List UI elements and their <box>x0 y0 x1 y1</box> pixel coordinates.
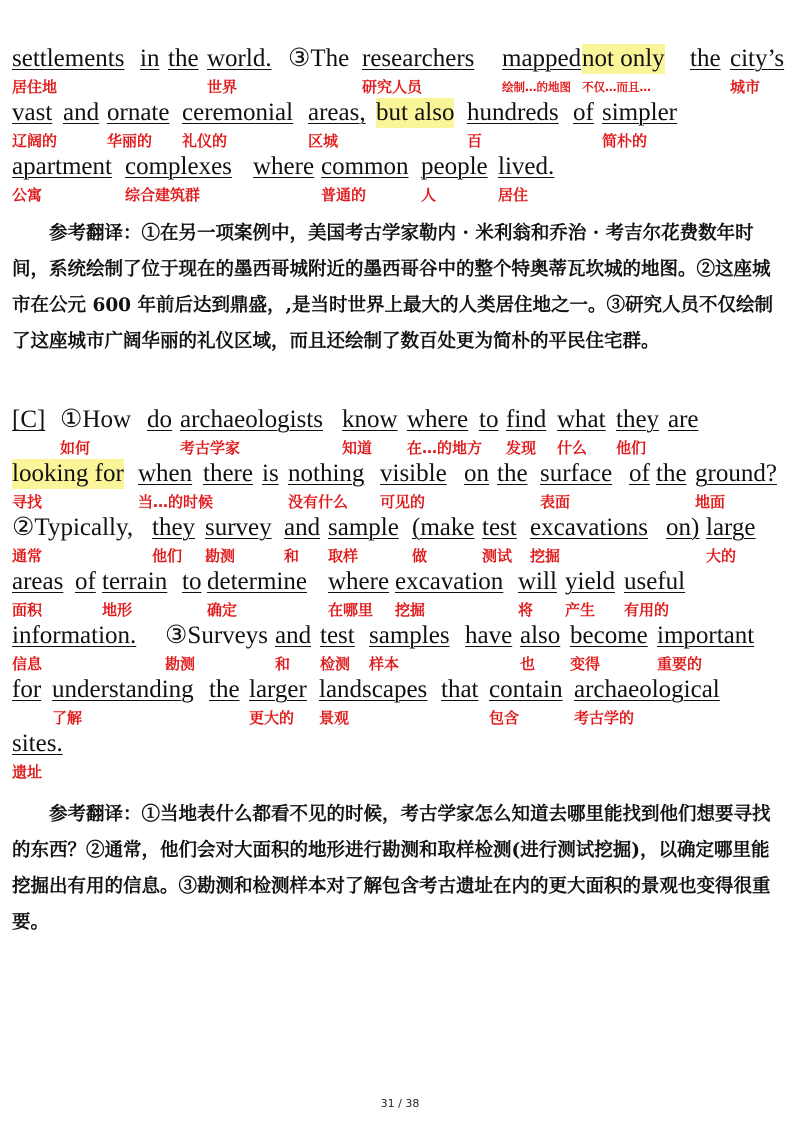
word-group <box>75 567 96 600</box>
english-word: lived. <box>498 153 555 180</box>
chinese-gloss: 了解 <box>52 709 83 727</box>
english-word: samples <box>369 622 450 649</box>
chinese-gloss: 知道 <box>342 439 373 457</box>
word-group <box>168 44 199 77</box>
chinese-gloss: 发现 <box>506 439 537 457</box>
english-word: they <box>152 514 196 541</box>
word-group <box>207 44 272 97</box>
word-group <box>319 675 427 728</box>
chinese-gloss: 重要的 <box>657 655 703 673</box>
english-word: is <box>262 460 279 487</box>
chinese-gloss: 他们 <box>152 547 183 565</box>
chinese-gloss: 遗址 <box>12 763 43 781</box>
english-word: to <box>182 568 202 595</box>
english-word: to <box>479 406 499 433</box>
english-word: complexes <box>125 153 232 180</box>
chinese-gloss: 居住 <box>498 186 529 204</box>
chinese-gloss: 也 <box>520 655 536 673</box>
chinese-gloss: 百 <box>467 132 483 150</box>
english-word: of <box>75 568 96 595</box>
english-word: and <box>63 99 100 126</box>
english-word: also <box>520 622 561 649</box>
english-word: become <box>570 622 648 649</box>
english-word: important <box>657 622 755 649</box>
word-group <box>464 459 489 492</box>
chinese-gloss: 取样 <box>328 547 359 565</box>
word-group <box>12 44 124 97</box>
chinese-gloss: 勘测 <box>165 655 196 673</box>
word-group <box>125 152 232 205</box>
word-group <box>12 513 133 566</box>
english-word: the <box>497 460 528 487</box>
word-group <box>288 459 364 512</box>
word-group <box>207 567 307 620</box>
word-group <box>657 621 754 674</box>
word-group <box>12 675 41 708</box>
word-group <box>12 98 57 151</box>
english-word: test <box>482 514 517 541</box>
word-group <box>12 152 112 205</box>
english-word: city’s <box>730 45 785 72</box>
english-word: the <box>168 45 199 72</box>
word-group <box>320 621 355 674</box>
english-word: (make <box>412 514 475 541</box>
chinese-gloss: 和 <box>275 655 291 673</box>
english-word: test <box>320 622 355 649</box>
chinese-gloss: 和 <box>284 547 300 565</box>
word-group <box>12 459 124 512</box>
page-number: 31 / 38 <box>380 1097 420 1110</box>
word-group <box>328 513 399 566</box>
chinese-gloss: 检测 <box>320 655 351 673</box>
word-group <box>140 44 159 77</box>
word-group <box>520 621 560 674</box>
english-word: contain <box>489 676 563 703</box>
english-word: survey <box>205 514 272 541</box>
word-group <box>321 152 409 205</box>
word-group <box>12 567 63 620</box>
word-group <box>570 621 648 674</box>
english-word: common <box>321 153 409 180</box>
english-word: sample <box>328 514 399 541</box>
english-word: excavation <box>395 568 504 595</box>
word-group <box>666 513 699 546</box>
word-group <box>203 459 253 492</box>
word-group <box>328 567 389 620</box>
english-word: the <box>690 45 721 72</box>
chinese-gloss: 什么 <box>557 439 588 457</box>
english-word: that <box>441 676 479 703</box>
english-word: landscapes <box>319 676 428 703</box>
chinese-gloss: 礼仪的 <box>182 132 228 150</box>
word-group <box>395 567 503 620</box>
word-group <box>205 513 272 566</box>
chinese-gloss: 景观 <box>319 709 350 727</box>
english-word: ceremonial <box>182 99 294 126</box>
word-group <box>479 405 498 438</box>
english-word: large <box>706 514 756 541</box>
chinese-gloss: 考古学的 <box>574 709 635 727</box>
english-word: mapped <box>502 45 582 72</box>
word-group <box>284 513 320 566</box>
chinese-gloss: 做 <box>412 547 428 565</box>
chinese-gloss: 样本 <box>369 655 400 673</box>
english-word: researchers <box>362 45 475 72</box>
word-group <box>165 621 268 674</box>
chinese-gloss: 公寓 <box>12 186 43 204</box>
chinese-gloss: 区城 <box>308 132 339 150</box>
chinese-gloss: 可见的 <box>380 493 426 511</box>
word-group <box>690 44 721 77</box>
english-word: settlements <box>12 45 125 72</box>
english-word: determine <box>207 568 307 595</box>
word-group <box>602 98 677 151</box>
word-group <box>506 405 546 458</box>
english-word: on) <box>666 514 700 541</box>
chinese-gloss: 地面 <box>695 493 726 511</box>
english-word: when <box>138 460 193 487</box>
english-word: for <box>12 676 42 703</box>
word-group <box>421 152 488 205</box>
english-word: and <box>284 514 321 541</box>
english-word: larger <box>249 676 307 703</box>
word-group <box>380 459 447 512</box>
highlighted-phrase: not only <box>582 45 665 72</box>
chinese-gloss: 没有什么 <box>288 493 349 511</box>
word-group <box>582 44 665 97</box>
word-group <box>262 459 279 492</box>
english-word: simpler <box>602 99 677 126</box>
chinese-gloss: 将 <box>518 601 534 619</box>
word-group <box>489 675 563 728</box>
english-word: on <box>464 460 489 487</box>
english-word: apartment <box>12 153 112 180</box>
word-group <box>362 44 474 97</box>
word-group <box>407 405 482 458</box>
word-group <box>209 675 240 708</box>
word-group <box>502 44 581 97</box>
english-word: sites. <box>12 730 63 757</box>
translation-paragraph-b: 参考翻译：①在另一项案例中，美国考古学家勒内 · 米利翁和乔治 · 考吉尔花费数年时间，系统绘制了位于现在的墨西哥城附近的墨西哥谷中的整个特奥蒂瓦坎城的地图。②这座城市在公元 600 年前后达到鼎盛，,是当时世界上最大的人类居住地之一。③研究人员不仅绘制了这座城市广阔华丽的礼仪区域，而且还绘制了数百处更为简朴的平民住宅群。 <box>12 223 773 352</box>
word-group <box>706 513 756 566</box>
word-group <box>557 405 606 458</box>
english-word: useful <box>624 568 686 595</box>
english-word: will <box>518 568 557 595</box>
word-group <box>138 459 213 512</box>
english-word: people <box>421 153 488 180</box>
chinese-gloss: 勘测 <box>205 547 236 565</box>
word-group <box>152 513 195 566</box>
word-group <box>369 621 450 674</box>
word-group <box>412 513 474 566</box>
word-group <box>12 729 63 782</box>
english-word: vast <box>12 99 53 126</box>
english-word: nothing <box>288 460 365 487</box>
chinese-gloss: 居住地 <box>12 78 58 96</box>
chinese-gloss: 寻找 <box>12 493 43 511</box>
english-word: where <box>407 406 469 433</box>
chinese-gloss: 如何 <box>60 439 91 457</box>
chinese-gloss: 绘制…的地图 <box>502 80 571 94</box>
word-group <box>497 459 528 492</box>
word-group <box>465 621 512 654</box>
english-word: ground? <box>695 460 777 487</box>
word-group <box>573 98 594 131</box>
word-group <box>565 567 615 620</box>
english-word: have <box>465 622 513 649</box>
highlighted-phrase: looking for <box>12 460 124 487</box>
word-group <box>182 98 293 151</box>
word-group <box>730 44 784 97</box>
english-word: archaeologists <box>180 406 324 433</box>
word-group <box>482 513 517 566</box>
chinese-gloss: 有用的 <box>624 601 670 619</box>
english-word: information. <box>12 622 137 649</box>
chinese-gloss: 通常 <box>12 547 43 565</box>
chinese-gloss: 更大的 <box>249 709 295 727</box>
english-word: hundreds <box>467 99 559 126</box>
english-word: where <box>328 568 390 595</box>
chinese-gloss: 确定 <box>207 601 238 619</box>
english-word: terrain <box>102 568 168 595</box>
english-word: are <box>668 406 699 433</box>
english-word: [C] <box>12 406 46 433</box>
chinese-gloss: 地形 <box>102 601 133 619</box>
word-group <box>498 152 554 205</box>
chinese-gloss: 包含 <box>489 709 520 727</box>
english-word: in <box>140 45 160 72</box>
word-group <box>629 459 650 492</box>
english-word: of <box>573 99 594 126</box>
chinese-gloss: 人 <box>421 186 437 204</box>
english-word: and <box>275 622 312 649</box>
chinese-gloss: 世界 <box>207 78 238 96</box>
chinese-gloss: 挖掘 <box>395 601 426 619</box>
english-word: there <box>203 460 253 487</box>
word-group <box>695 459 777 512</box>
english-word: of <box>629 460 650 487</box>
word-group <box>288 44 349 77</box>
english-word: surface <box>540 460 613 487</box>
word-group <box>624 567 685 620</box>
word-group <box>60 405 131 458</box>
chinese-gloss: 在…的地方 <box>407 439 483 457</box>
word-group <box>668 405 699 438</box>
english-word: ornate <box>107 99 170 126</box>
english-word: ③The <box>288 45 350 72</box>
chinese-gloss: 城市 <box>730 78 761 96</box>
word-group <box>530 513 648 566</box>
chinese-gloss: 测试 <box>482 547 513 565</box>
word-group <box>540 459 612 512</box>
english-word: excavations <box>530 514 649 541</box>
chinese-gloss: 不仅…而且… <box>582 80 651 94</box>
highlighted-phrase: but also <box>376 99 455 126</box>
word-group <box>12 621 136 674</box>
english-word: what <box>557 406 606 433</box>
english-word: understanding <box>52 676 194 703</box>
english-word: ①How <box>60 406 132 433</box>
english-word: find <box>506 406 547 433</box>
chinese-gloss: 在哪里 <box>328 601 374 619</box>
word-group <box>249 675 307 728</box>
english-word: archaeological <box>574 676 720 703</box>
word-group <box>147 405 172 438</box>
word-group <box>63 98 99 131</box>
word-group <box>52 675 194 728</box>
word-group <box>253 152 314 185</box>
chinese-gloss: 变得 <box>570 655 601 673</box>
word-group <box>616 405 659 458</box>
english-word: the <box>209 676 240 703</box>
word-group <box>342 405 398 458</box>
word-group <box>107 98 169 151</box>
english-word: do <box>147 406 172 433</box>
word-group <box>441 675 479 708</box>
english-word: areas, <box>308 99 366 126</box>
chinese-gloss: 研究人员 <box>362 78 423 96</box>
english-word: yield <box>565 568 615 595</box>
chinese-gloss: 综合建筑群 <box>125 186 201 204</box>
word-group <box>275 621 311 674</box>
word-group <box>518 567 557 620</box>
english-word: visible <box>380 460 447 487</box>
chinese-gloss: 面积 <box>12 601 43 619</box>
word-group <box>180 405 323 458</box>
chinese-gloss: 简朴的 <box>602 132 648 150</box>
chinese-gloss: 表面 <box>540 493 571 511</box>
chinese-gloss: 辽阔的 <box>12 132 58 150</box>
chinese-gloss: 考古学家 <box>180 439 241 457</box>
chinese-gloss: 大的 <box>706 547 737 565</box>
english-word: the <box>656 460 687 487</box>
english-word: world. <box>207 45 272 72</box>
word-group <box>12 405 45 438</box>
word-group <box>376 98 454 131</box>
word-group <box>467 98 559 151</box>
chinese-gloss: 产生 <box>565 601 596 619</box>
chinese-gloss: 他们 <box>616 439 647 457</box>
word-group <box>182 567 201 600</box>
chinese-gloss: 当…的时候 <box>138 493 214 511</box>
translation-paragraph-c: 参考翻译：①当地表什么都看不见的时候，考古学家怎么知道去哪里能找到他们想要寻找的东西？②通常，他们会对大面积的地形进行勘测和取样检测(进行测试挖掘)，以确定哪里能挖掘出有用的信息。③勘测和检测样本对了解包含考古遗址在内的更大面积的景观也变得很重要。 <box>12 804 771 933</box>
english-word: know <box>342 406 398 433</box>
chinese-gloss: 华丽的 <box>107 132 153 150</box>
english-word: where <box>253 153 315 180</box>
word-group <box>574 675 720 728</box>
word-group <box>308 98 366 151</box>
english-word: ②Typically, <box>12 514 134 541</box>
english-word: areas <box>12 568 64 595</box>
chinese-gloss: 普通的 <box>321 186 367 204</box>
word-group <box>102 567 167 620</box>
english-word: ③Surveys <box>165 622 268 649</box>
word-group <box>656 459 687 492</box>
chinese-gloss: 信息 <box>12 655 43 673</box>
chinese-gloss: 挖掘 <box>530 547 561 565</box>
english-word: they <box>616 406 660 433</box>
